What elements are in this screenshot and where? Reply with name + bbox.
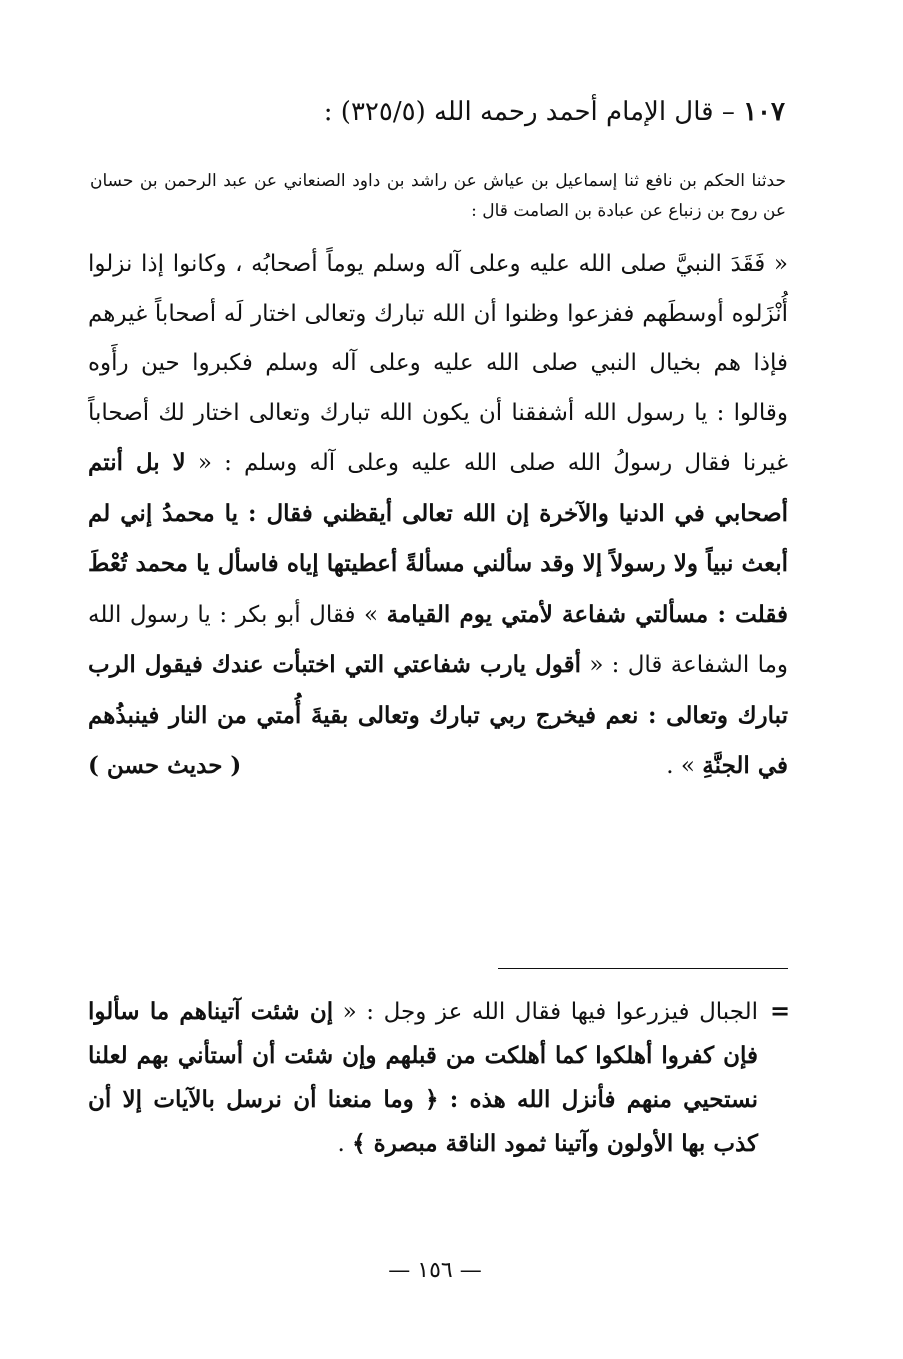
hadith-number: ١٠٧ — [743, 97, 785, 127]
hadith-narrative: « فَقَدَ النبيَّ صلى الله عليه وعلى آله وسلم يوماً أصحابُه ، وكانوا إذا نزلوا أُنْزَلوه أوسطَهم ففزعوا وظنوا أن الله تبارك وتعالى اختار لَه أصحاباً غيرهم فإذا هم بخيال النبي صلى الله عليه وعلى آله وسلم فكبروا حين رأَوه وقالوا : يا رسول الله أشفقنا أن يكون الله تبارك وتعالى اختار لك أصحاباً غيرنا فقال رسولُ الله صلى الله عليه وعلى آله وسلم : « — [88, 251, 788, 476]
closing-quote: » . — [666, 753, 695, 779]
hadith-source: – قال الإمام أحمد رحمه الله (٣٢٥/٥) : — [323, 97, 735, 127]
footnote-divider — [498, 968, 788, 969]
footnote-quote: إن شئت آتيناهم ما سألوا فإن كفروا أهلكوا كما أهلكت من قبلهم وإن شئت أن أستأني بهم لعلنا نستحيي منهم فأنزل الله هذه : ﴿ وما منعنا أن نرسل بالآيات إلا أن كذب بها الأولون وآتينا ثمود الناقة مبصرة ﴾ — [88, 998, 758, 1157]
footnote-intro: الجبال فيزرعوا فيها فقال الله عز وجل : « — [342, 999, 758, 1025]
abu-bakr-question: » فقال أبو بكر : يا رسول الله وما الشفاعة قال : « — [88, 601, 789, 678]
footnote-continuation-marker: = — [770, 996, 791, 1025]
isnad-chain: حدثنا الحكم بن نافع ثنا إسماعيل بن عياش عن راشد بن داود الصنعاني عن عبد الرحمن بن حسان عن روح بن زنباع عن عبادة بن الصامت قال : — [90, 171, 786, 221]
hadith-grade: ( حديث حسن ) — [88, 752, 242, 779]
prophet-answer: أقول يارب شفاعتي التي اختبأت عندك فيقول الرب تبارك وتعالى : نعم فيخرج ربي تبارك وتعالى بقيةَ أُمتي من النار فينبذُهم في الجنَّةِ — [88, 651, 788, 779]
hadith-text — [88, 240, 788, 792]
page-number: — ١٥٦ — — [388, 1258, 482, 1283]
footnote-text — [88, 990, 758, 1166]
hadith-heading — [105, 92, 785, 132]
footnote-end: . — [337, 1131, 345, 1157]
prophet-saying: لا بل أنتم أصحابي في الدنيا والآخرة إن الله تعالى أيقظني فقال : يا محمدُ إني لم أبعث نبياً ولا رسولاً إلا وقد سألني مسألةً أعطيتها إياه فاسأل يا محمد تُعْطَ فقلت : مسألتي شفاعة لأمتي يوم القيامة — [88, 449, 789, 628]
